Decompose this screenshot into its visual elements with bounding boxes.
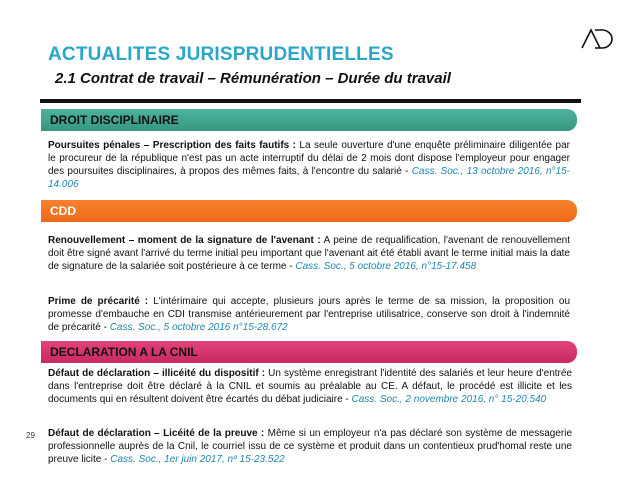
paragraph-liceite-preuve bbox=[48, 427, 572, 466]
paragraph-heading: Défaut de déclaration – illicéité du dispositif : bbox=[48, 368, 266, 379]
page-subtitle: 2.1 Contrat de travail – Rémunération – Durée du travail bbox=[55, 70, 451, 87]
paragraph-poursuites-penales bbox=[48, 139, 570, 191]
paragraph-prime-precarite bbox=[48, 295, 570, 334]
paragraph-text: La seule ouverture d'une enquête préliminaire diligentée par le procureur de la république n'est pas un acte interruptif du délai de 2 mois dont dispose l'employeur pour engager des poursuites disciplinaires, à propos des mêmes faits, à l'encontre du salarié - bbox=[48, 140, 570, 177]
paragraph-text: L'intérimaire qui accepte, plusieurs jours après le terme de sa mission, la proposition ou promesse d'embauche en CDI transmise antérieurement par l'entreprise utilisatrice, conserve son droit à l'indemnité de précarité - bbox=[48, 296, 571, 333]
paragraph-text: Un système enregistrant l'identité des salariés et leur heure d'entrée dans l'entreprise doit être déclaré à la CNIL et soumis au préalable au CE. A défaut, le procédé est illicite et les documents qui en résultent doivent être écartés du débat judiciaire - bbox=[48, 368, 572, 405]
ad-logo-icon bbox=[580, 28, 616, 50]
paragraph-heading: Défaut de déclaration – Licéité de la preuve : bbox=[48, 428, 265, 439]
section-bar-cdd: CDD bbox=[41, 200, 577, 222]
paragraph-text: A peine de requalification, l'avenant de renouvellement doit être signé avant l'arrivé du terme initial peu important que l'avenant ait été établi avant le terme initial mais la date de signature de la salariée soit postérieure à ce terme - bbox=[48, 235, 570, 272]
paragraph-heading: Prime de précarité : bbox=[48, 296, 149, 307]
paragraph-text: Même si un employeur n'a pas déclaré son système de messagerie professionnelle auprès de la Cnil, le courriel issu de ce système et produit dans un contentieux prud'homal reste une preuve licite - bbox=[48, 428, 573, 465]
citation-link[interactable]: Cass. Soc., 5 octobre 2016 n°15-28.672 bbox=[109, 322, 288, 333]
section-bar-declaration-cnil: DECLARATION A LA CNIL bbox=[41, 341, 577, 363]
citation-link[interactable]: Cass. Soc., 2 novembre 2016, n° 15-20.540 bbox=[351, 394, 547, 405]
citation-link[interactable]: Cass. Soc., 5 octobre 2016, n°15-17.458 bbox=[295, 261, 477, 272]
citation-link[interactable]: Cass. Soc., 1er juin 2017, nº 15-23.522 bbox=[110, 454, 285, 465]
paragraph-renouvellement bbox=[48, 234, 570, 273]
paragraph-heading: Renouvellement – moment de la signature de l'avenant : bbox=[48, 235, 321, 246]
section-bar-droit-disciplinaire: DROIT DISCIPLINAIRE bbox=[41, 109, 577, 131]
citation-link[interactable]: Cass. Soc., 13 octobre 2016, n°15-14.006 bbox=[48, 166, 570, 190]
paragraph-illiceite-dispositif bbox=[48, 367, 572, 406]
paragraph-heading: Poursuites pénales – Prescription des faits fautifs : bbox=[48, 140, 296, 151]
title-divider bbox=[40, 99, 581, 103]
page-number: 29 bbox=[26, 431, 35, 440]
page-title: ACTUALITES JURISPRUDENTIELLES bbox=[48, 44, 394, 65]
